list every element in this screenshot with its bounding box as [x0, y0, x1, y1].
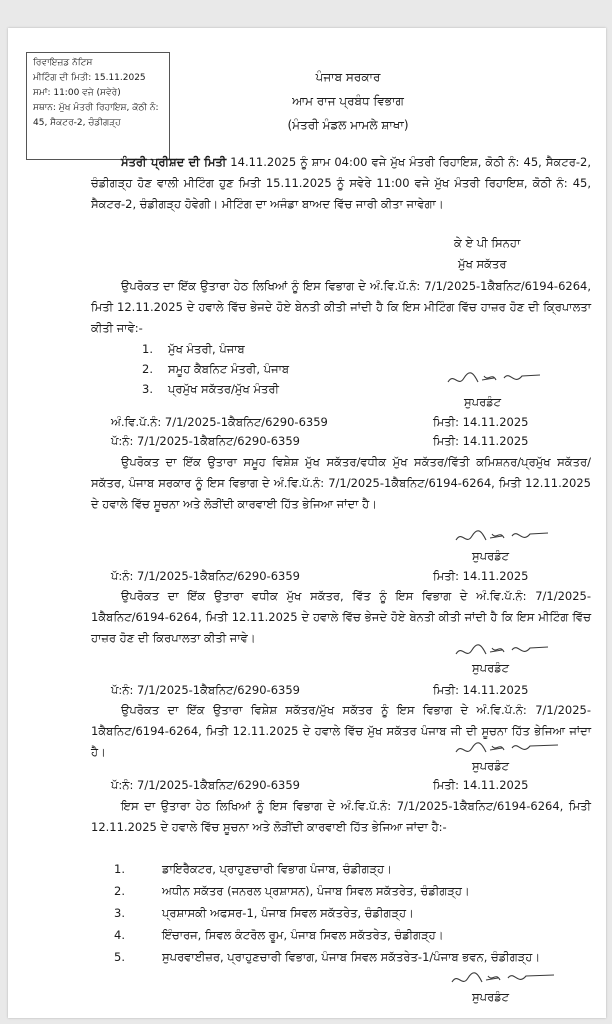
section5-paragraph: ਇਸ ਦਾ ਉਤਾਰਾ ਹੇਠ ਲਿਖਿਆਂ ਨੂੰ ਇਸ ਵਿਭਾਗ ਦੇ ਅੰ.ਵਿ.ਪੱ.ਨੰ: 7/1/2025-1ਕੈਬਨਿਟ/6194-6264, ਮਿਤੀ 12.11.2025 ਦੇ ਹਵਾਲੇ ਵਿੱਚ ਸੂਚਨਾ ਅਤੇ ਲੋੜੀਂਦੀ ਕਾਰਵਾਈ ਹਿੱਤ ਭੇਜਿਆ ਜਾਂਦਾ ਹੈ:-: [91, 799, 591, 834]
ref-b-date: ਮਿਤੀ: 14.11.2025: [433, 434, 529, 448]
s5-item5-num: 5.: [114, 950, 125, 964]
section3-sign: ਸੁਪਰਡੰਟ: [472, 661, 510, 675]
section4-sign: ਸੁਪਰਡੰਟ: [472, 759, 510, 773]
s5-item1-text: ਡਾਇਰੈਕਟਰ, ਪ੍ਰਾਹੁਣਚਾਰੀ ਵਿਭਾਗ ਪੰਜਾਬ, ਚੰਡੀਗੜ੍ਹ।: [162, 862, 392, 876]
document-page: [8, 28, 606, 1018]
ref-a-number: ਅੰ.ਵਿ.ਪੱ.ਨੰ: 7/1/2025-1ਕੈਬਨਿਟ/6290-6359: [111, 415, 328, 429]
s5-item1-num: 1.: [114, 862, 125, 876]
section3-paragraph: ਉਪਰੋਕਤ ਦਾ ਇੱਕ ਉਤਾਰਾ ਵਧੀਕ ਮੁੱਖ ਸਕੱਤਰ, ਵਿੱਤ ਨੂੰ ਇਸ ਵਿਭਾਗ ਦੇ ਅੰ.ਵਿ.ਪੱ.ਨੰ: 7/1/2025-1ਕੈਬਨਿਟ/6194-6264, ਮਿਤੀ 12.11.2025 ਦੇ ਹਵਾਲੇ ਵਿੱਚ ਭੇਜਦੇ ਹੋਏ ਬੇਨਤੀ ਕੀਤੀ ਜਾਂਦੀ ਹੈ ਕਿ ਇਸ ਮੀਟਿੰਗ ਵਿੱਚ ਹਾਜ਼ਰ ਹੋਣ ਦੀ ਕਿਰਪਾਲਤਾ ਕੀਤੀ ਜਾਵੇ।: [91, 589, 591, 645]
revised-notice-box: [26, 52, 170, 160]
ref-d-date: ਮਿਤੀ: 14.11.2025: [433, 683, 529, 697]
signature-1: [444, 366, 544, 392]
ref-d-number: ਪੱ:ਨੰ: 7/1/2025-1ਕੈਬਨਿਟ/6290-6359: [111, 683, 300, 697]
box-time: ਸਮਾਂ: 11:00 ਵਜੇ (ਸਵੇਰੇ): [33, 88, 121, 98]
box-title: ਰਿਵਾਇਜ਼ਡ ਨੋਟਿਸ: [33, 58, 93, 68]
notice-paragraph: [91, 152, 591, 215]
signatory-name: ਕੇ ਏ ਪੀ ਸਿਨਹਾ: [454, 236, 521, 250]
s5-item3-text: ਪ੍ਰਸ਼ਾਸਕੀ ਅਫਸਰ-1, ਪੰਜਾਬ ਸਿਵਲ ਸਕੱਤਰੇਤ, ਚੰਡੀਗੜ੍ਹ।: [162, 906, 414, 920]
header-department: ਆਮ ਰਾਜ ਪ੍ਰਬੰਧ ਵਿਭਾਗ: [292, 94, 404, 108]
s5-item4-num: 4.: [114, 928, 125, 942]
s1-item3-text: ਪ੍ਰਮੁੱਖ ਸਕੱਤਰ/ਮੁੱਖ ਮੰਤਰੀ: [168, 382, 279, 396]
s1-item1-text: ਮੁੱਖ ਮੰਤਰੀ, ਪੰਜਾਬ: [168, 342, 245, 356]
section5-sign: ਸੁਪਰਡੰਟ: [472, 990, 510, 1004]
signatory-designation: ਮੁੱਖ ਸਕੱਤਰ: [458, 257, 507, 271]
ref-e-number: ਪੱ:ਨੰ: 7/1/2025-1ਕੈਬਨਿਟ/6290-6359: [111, 778, 300, 792]
ref-c-number: ਪੱ:ਨੰ: 7/1/2025-1ਕੈਬਨਿਟ/6290-6359: [111, 569, 300, 583]
section1-sign: ਸੁਪਰਡੰਟ: [464, 395, 502, 409]
box-place-line2: 45, ਸੈਕਟਰ-2, ਚੰਡੀਗੜ੍ਹ: [33, 118, 121, 128]
section4-paragraph: ਉਪਰੋਕਤ ਦਾ ਇੱਕ ਉਤਾਰਾ ਵਿਸ਼ੇਸ਼ ਸਕੱਤਰ/ਮੁੱਖ ਸਕੱਤਰ ਨੂੰ ਇਸ ਵਿਭਾਗ ਦੇ ਅੰ.ਵਿ.ਪੱ.ਨੰ: 7/1/2025-1ਕੈਬਨਿਟ/6194-6264, ਮਿਤੀ 12.11.2025 ਦੇ ਹਵਾਲੇ ਵਿੱਚ ਮੁੱਖ ਸਕੱਤਰ ਪੰਜਾਬ ਜੀ ਦੀ ਸੂਚਨਾ ਹਿੱਤ ਭੇਜਿਆ ਜਾਂਦਾ ਹੈ।: [91, 703, 591, 759]
s1-item2-num: 2.: [142, 362, 153, 376]
s5-item2-text: ਅਧੀਨ ਸਕੱਤਰ (ਜਨਰਲ ਪ੍ਰਸ਼ਾਸਨ), ਪੰਜਾਬ ਸਿਵਲ ਸਕੱਤਰੇਤ, ਚੰਡੀਗੜ੍ਹ।: [162, 884, 470, 898]
header-branch: (ਮੰਤਰੀ ਮੰਡਲ ਮਾਮਲੇ ਸ਼ਾਖਾ): [287, 118, 409, 132]
ref-e-date: ਮਿਤੀ: 14.11.2025: [433, 778, 529, 792]
ref-a-date: ਮਿਤੀ: 14.11.2025: [433, 415, 529, 429]
s5-item4-text: ਇੰਚਾਰਜ, ਸਿਵਲ ਕੰਟਰੋਲ ਰੂਮ, ਪੰਜਾਬ ਸਿਵਲ ਸਕੱਤਰੇਤ, ਚੰਡੀਗੜ੍ਹ।: [162, 928, 444, 942]
box-place-line1: ਸਥਾਨ: ਮੁੱਖ ਮੰਤਰੀ ਰਿਹਾਇਸ਼, ਕੋਠੀ ਨੰ:: [33, 103, 159, 113]
section2-sign: ਸੁਪਰਡੰਟ: [472, 549, 510, 563]
s5-item3-num: 3.: [114, 906, 125, 920]
section2-paragraph: ਉਪਰੋਕਤ ਦਾ ਇੱਕ ਉਤਾਰਾ ਸਮੂਹ ਵਿਸ਼ੇਸ਼ ਮੁੱਖ ਸਕੱਤਰ/ਵਧੀਕ ਮੁੱਖ ਸਕੱਤਰ/ਵਿੱਤੀ ਕਮਿਸ਼ਨਰ/ਪ੍ਰਮੁੱਖ ਸਕੱਤਰ/ਸਕੱਤਰ, ਪੰਜਾਬ ਸਰਕਾਰ ਨੂੰ ਇਸ ਵਿਭਾਗ ਦੇ ਅੰ.ਵਿ.ਪੱ.ਨੰ: 7/1/2025-1ਕੈਬਨਿਟ/6194-6264, ਮਿਤੀ 12.11.2025 ਦੇ ਹਵਾਲੇ ਵਿੱਚ ਸੂਚਨਾ ਅਤੇ ਲੋੜੀਂਦੀ ਕਾਰਵਾਈ ਹਿੱਤ ਭੇਜਿਆ ਜਾਂਦਾ ਹੈ।: [91, 455, 591, 511]
s1-item2-text: ਸਮੂਹ ਕੈਬਨਿਟ ਮੰਤਰੀ, ਪੰਜਾਬ: [168, 362, 290, 376]
ref-b-number: ਪੱ:ਨੰ: 7/1/2025-1ਕੈਬਨਿਟ/6290-6359: [111, 434, 300, 448]
s5-item5-text: ਸੁਪਰਵਾਈਜ਼ਰ, ਪ੍ਰਾਹੁਣਚਾਰੀ ਵਿਭਾਗ, ਪੰਜਾਬ ਸਿਵਲ ਸਕੱਤਰੇਤ-1/ਪੰਜਾਬ ਭਵਨ, ਚੰਡੀਗੜ੍ਹ।: [162, 950, 541, 964]
s5-item2-num: 2.: [114, 884, 125, 898]
box-meeting-date: ਮੀਟਿੰਗ ਦੀ ਮਿਤੀ: 15.11.2025: [33, 73, 146, 83]
ref-c-date: ਮਿਤੀ: 14.11.2025: [433, 569, 529, 583]
section1-paragraph: ਉਪਰੋਕਤ ਦਾ ਇੱਕ ਉਤਾਰਾ ਹੇਠ ਲਿਖਿਆਂ ਨੂੰ ਇਸ ਵਿਭਾਗ ਦੇ ਅੰ.ਵਿ.ਪੱ.ਨੰ: 7/1/2025-1ਕੈਬਨਿਟ/6194-6264, ਮਿਤੀ 12.11.2025 ਦੇ ਹਵਾਲੇ ਵਿੱਚ ਭੇਜਦੇ ਹੋਏ ਬੇਨਤੀ ਕੀਤੀ ਜਾਂਦੀ ਹੈ ਕਿ ਇਸ ਮੀਟਿੰਗ ਵਿੱਚ ਹਾਜ਼ਰ ਹੋਣ ਦੀ ਕ੍ਰਿਪਾਲਤਾ ਕੀਤੀ ਜਾਵੇ:-: [91, 279, 591, 335]
header-government: ਪੰਜਾਬ ਸਰਕਾਰ: [315, 70, 381, 84]
s1-item3-num: 3.: [142, 382, 153, 396]
notice-lead: ਮੰਤਰੀ ਪ੍ਰੀਸ਼ਦ ਦੀ ਮਿਤੀ: [121, 155, 227, 169]
signature-2: [452, 524, 552, 550]
s1-item1-num: 1.: [142, 342, 153, 356]
notice-body: 14.11.2025 ਨੂੰ ਸ਼ਾਮ 04:00 ਵਜੇ ਮੁੱਖ ਮੰਤਰੀ ਰਿਹਾਇਸ਼, ਕੋਠੀ ਨੰ: 45, ਸੈਕਟਰ-2, ਚੰਡੀਗੜ੍ਹ ਹੋਣ ਵਾਲੀ ਮੀਟਿੰਗ ਹੁਣ ਮਿਤੀ 15.11.2025 ਨੂੰ ਸਵੇਰੇ 11:00 ਵਜੇ ਮੁੱਖ ਮੰਤਰੀ ਰਿਹਾਇਸ਼, ਕੋਠੀ ਨੰ: 45, ਸੈਕਟਰ-2, ਚੰਡੀਗੜ੍ਹ ਹੋਵੇਗੀ। ਮੀਟਿੰਗ ਦਾ ਅਜੰਡਾ ਬਾਅਦ ਵਿੱਚ ਜਾਰੀ ਕੀਤਾ ਜਾਵੇਗਾ।: [91, 155, 591, 211]
signature-5: [448, 968, 558, 990]
